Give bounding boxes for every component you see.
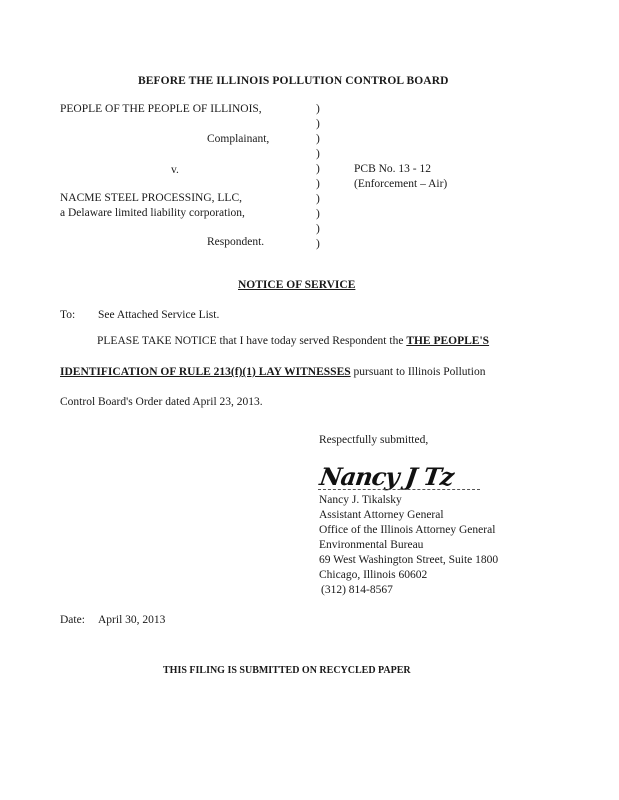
notice-body-line-3: Control Board's Order dated April 23, 2013. — [60, 396, 263, 408]
signature-line — [318, 489, 480, 490]
closing: Respectfully submitted, — [319, 434, 429, 446]
versus-label: v. — [171, 164, 179, 176]
notice-body-line-1 — [97, 335, 489, 347]
paren: ) — [316, 118, 320, 130]
signer-phone: (312) 814-8567 — [321, 584, 393, 596]
paren: ) — [316, 193, 320, 205]
signer-office: Office of the Illinois Attorney General — [319, 524, 496, 536]
defendant-role: Respondent. — [207, 236, 265, 248]
board-header: BEFORE THE ILLINOIS POLLUTION CONTROL BOARD — [138, 75, 449, 87]
document-title-part-1: THE PEOPLE'S — [406, 335, 490, 347]
defendant-description: a Delaware limited liability corporation, — [60, 207, 245, 219]
signer-city: Chicago, Illinois 60602 — [319, 569, 428, 581]
date-value: April 30, 2013 — [98, 614, 166, 626]
paren: ) — [316, 148, 320, 160]
document-title-part-2: IDENTIFICATION OF RULE 213(f)(1) LAY WITNESSES — [60, 366, 351, 378]
to-value: See Attached Service List. — [98, 309, 220, 321]
handwritten-signature: Nancy J Tz — [317, 462, 456, 491]
date-label: Date: — [60, 614, 85, 626]
notice-body-line-2 — [60, 366, 485, 378]
notice-text: PLEASE TAKE NOTICE that I have today served Respondent the — [97, 335, 407, 347]
case-number: PCB No. 13 - 12 — [354, 163, 431, 175]
paren: ) — [316, 178, 320, 190]
paren: ) — [316, 103, 320, 115]
to-label: To: — [60, 309, 76, 321]
paren: ) — [316, 208, 320, 220]
notice-text: pursuant to Illinois Pollution — [350, 366, 486, 378]
recycled-paper-footer: THIS FILING IS SUBMITTED ON RECYCLED PAPER — [163, 665, 411, 676]
paren: ) — [316, 163, 320, 175]
defendant-name: NACME STEEL PROCESSING, LLC, — [60, 192, 242, 204]
plaintiff-role: Complainant, — [207, 133, 270, 145]
signer-street: 69 West Washington Street, Suite 1800 — [319, 554, 499, 566]
paren: ) — [316, 223, 320, 235]
signer-title: Assistant Attorney General — [319, 509, 444, 521]
signer-bureau: Environmental Bureau — [319, 539, 424, 551]
plaintiff-name: PEOPLE OF THE PEOPLE OF ILLINOIS, — [60, 103, 262, 115]
paren: ) — [316, 238, 320, 250]
paren: ) — [316, 133, 320, 145]
notice-title: NOTICE OF SERVICE — [238, 279, 356, 291]
case-type: (Enforcement – Air) — [354, 178, 448, 190]
signer-name: Nancy J. Tikalsky — [319, 494, 402, 506]
